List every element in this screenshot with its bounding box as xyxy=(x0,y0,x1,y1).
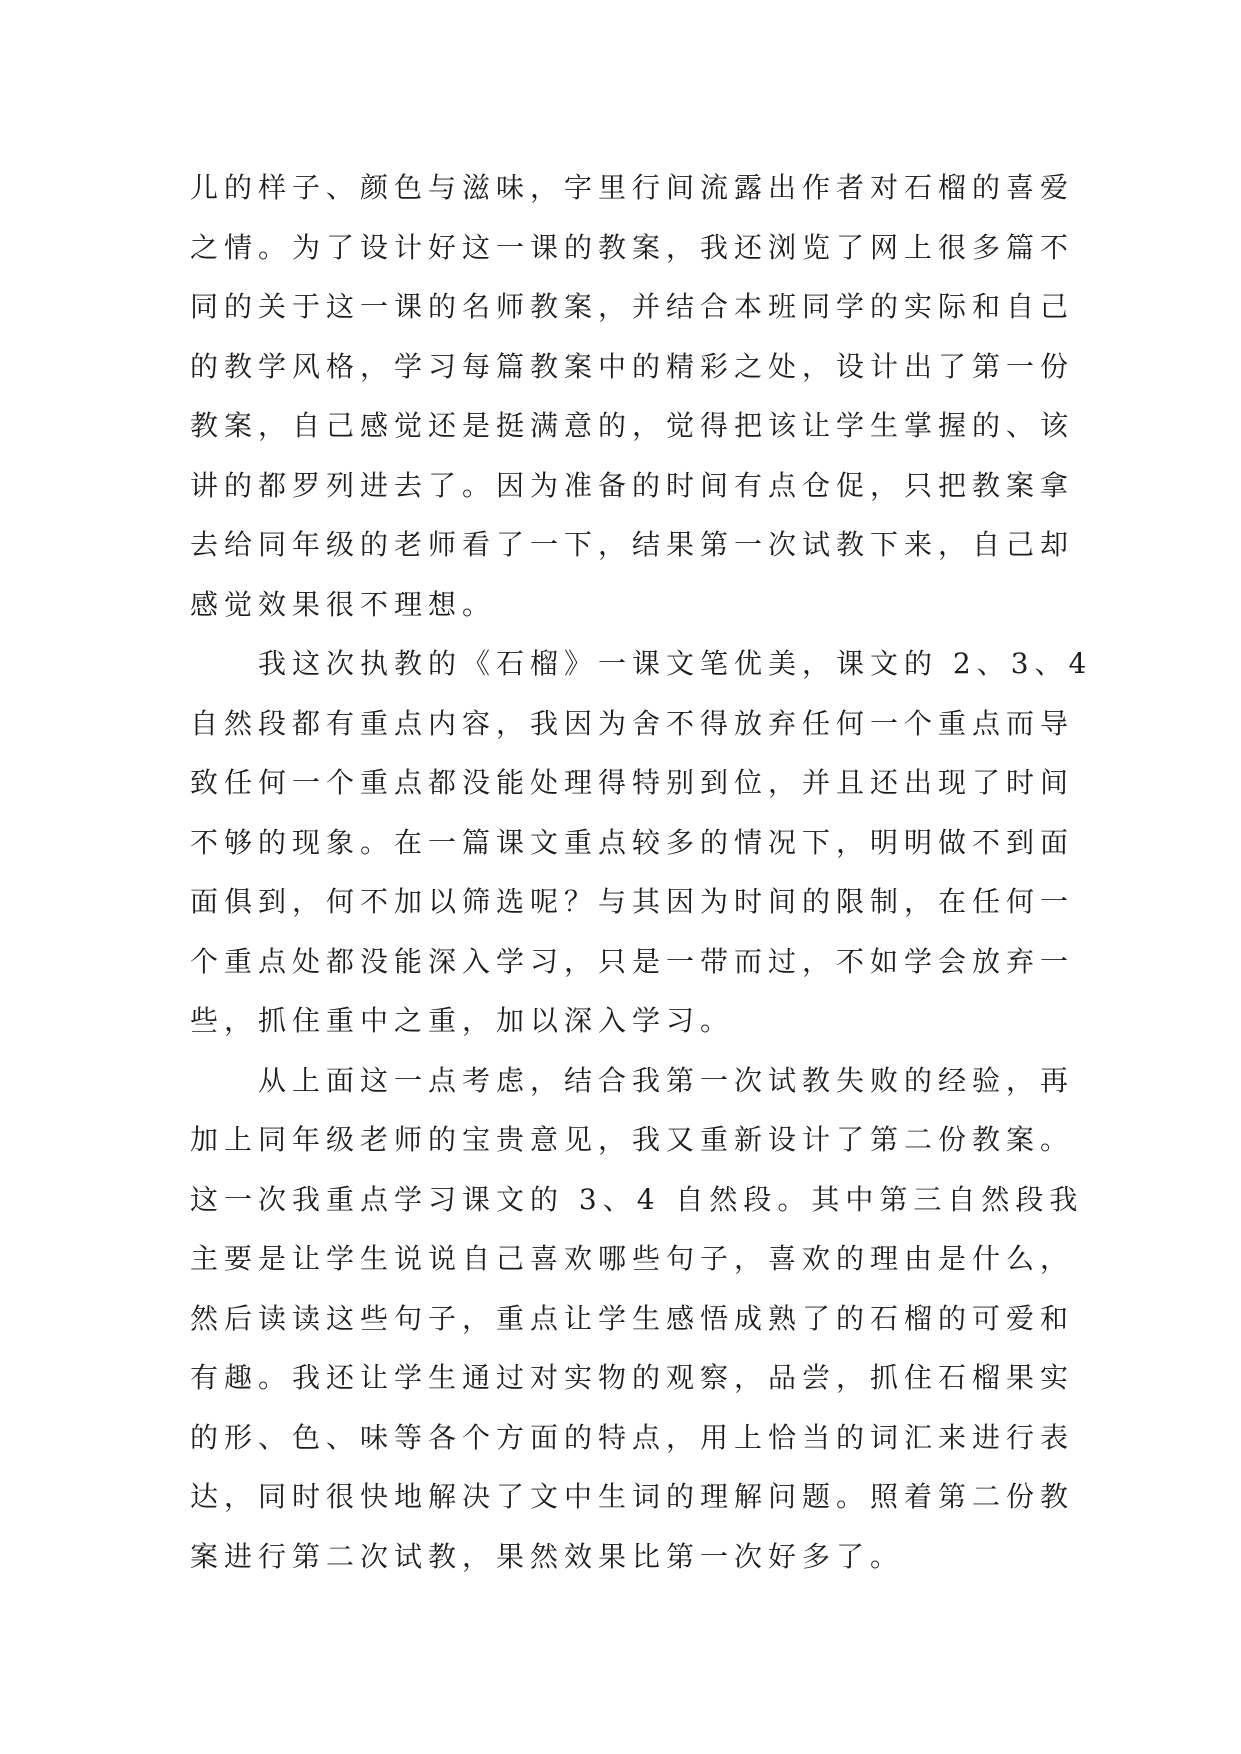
text-line: 有趣。我还让学生通过对实物的观察，品尝，抓住石榴果实 xyxy=(190,1361,1075,1394)
text-line: 之情。为了设计好这一课的教案，我还浏览了网上很多篇不 xyxy=(190,230,1075,264)
text-line: 然后读读这些句子，重点让学生感悟成熟了的石榴的可爱和 xyxy=(190,1301,1075,1335)
text-line: 我这次执教的《石榴》一课文笔优美，课文的 2、3、4 xyxy=(190,647,1093,680)
text-line: 感觉效果很不理想。 xyxy=(190,587,497,621)
text-line: 去给同年级的老师看了一下，结果第一次试教下来，自己却 xyxy=(190,528,1075,561)
body-text xyxy=(190,158,1093,1586)
text-line: 教案，自己感觉还是挺满意的，觉得把该让学生掌握的、该 xyxy=(190,409,1075,442)
text-line: 的形、色、味等各个方面的特点，用上恰当的词汇来进行表 xyxy=(190,1420,1075,1454)
text-line: 自然段都有重点内容，我因为舍不得放弃任何一个重点而导 xyxy=(190,706,1075,740)
text-line: 讲的都罗列进去了。因为准备的时间有点仓促，只把教案拿 xyxy=(190,468,1075,502)
text-line: 案进行第二次试教，果然效果比第一次好多了。 xyxy=(190,1539,905,1573)
text-line: 面俱到，何不加以筛选呢？与其因为时间的限制，在任何一 xyxy=(190,885,1075,918)
text-line: 同的关于这一课的名师教案，并结合本班同学的实际和自己 xyxy=(190,290,1075,323)
text-line: 加上同年级老师的宝贵意见，我又重新设计了第二份教案。 xyxy=(190,1123,1075,1156)
text-line: 致任何一个重点都没能处理得特别到位，并且还出现了时间 xyxy=(190,766,1075,799)
text-line: 主要是让学生说说自己喜欢哪些句子，喜欢的理由是什么， xyxy=(190,1242,1075,1275)
text-line: 儿的样子、颜色与滋味，字里行间流露出作者对石榴的喜爱 xyxy=(190,171,1075,204)
text-line: 不够的现象。在一篇课文重点较多的情况下，明明做不到面 xyxy=(190,825,1075,859)
text-line: 这一次我重点学习课文的 3、4 自然段。其中第三自然段我 xyxy=(190,1182,1084,1216)
text-line: 的教学风格，学习每篇教案中的精彩之处，设计出了第一份 xyxy=(190,349,1075,383)
text-line: 达，同时很快地解决了文中生词的理解问题。照着第二份教 xyxy=(190,1480,1075,1513)
text-line: 个重点处都没能深入学习，只是一带而过，不如学会放弃一 xyxy=(190,944,1075,978)
text-line: 些，抓住重中之重，加以深入学习。 xyxy=(190,1004,735,1037)
text-line: 从上面这一点考虑，结合我第一次试教失败的经验，再 xyxy=(190,1063,1075,1097)
